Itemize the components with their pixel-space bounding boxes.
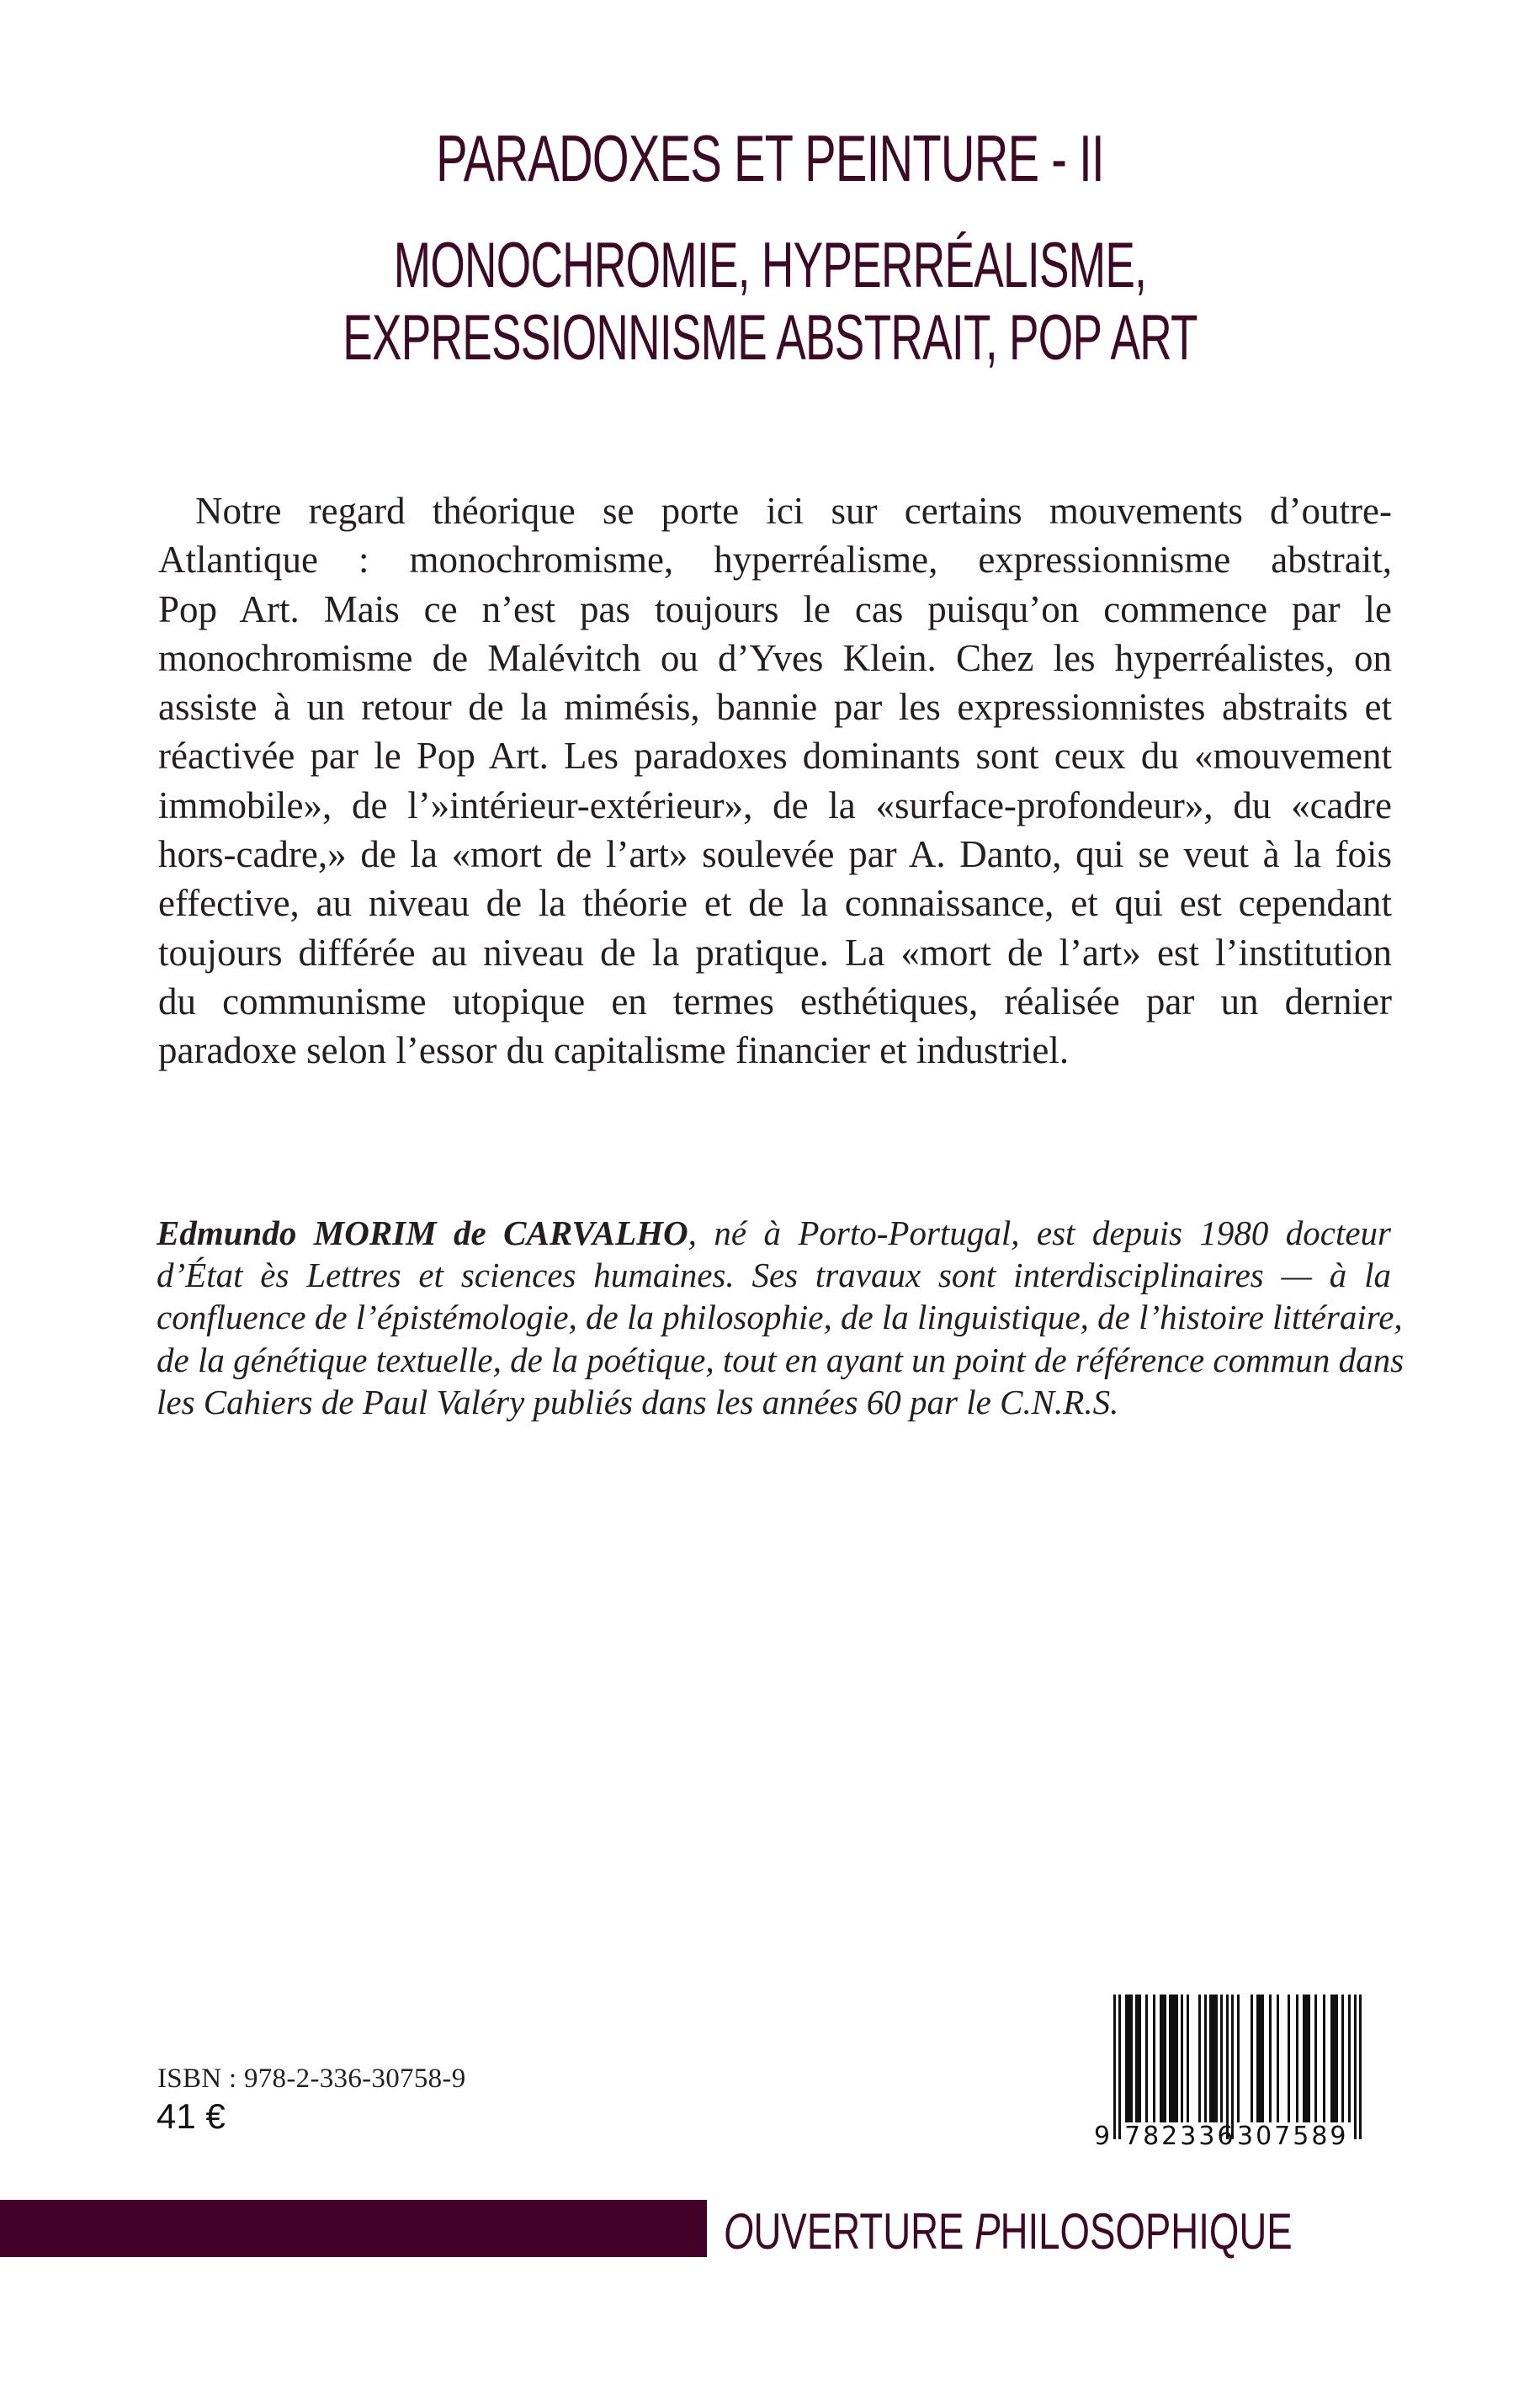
summary-line: immobile», de l’»intérieur-extérieur», de la «surface-profondeur», du «cadre <box>158 783 1392 826</box>
summary-line: paradoxe selon l’essor du capitalisme financier et industriel. <box>158 1029 1070 1072</box>
book-title: PARADOXES ET PEINTURE - II <box>436 121 1104 195</box>
isbn-text: ISBN : 978-2-336-30758-9 <box>157 2064 466 2094</box>
summary-line: Pop Art. Mais ce n’est pas toujours le cas puisqu’on commence par le <box>158 587 1392 630</box>
bio-line-rest: , né à Porto-Portugal, est depuis 1980 docteur <box>688 1214 1392 1252</box>
series-word2-rest: HILOSOPHIQUE <box>1000 2203 1293 2260</box>
summary-line: réactivée par le Pop Art. Les paradoxes dominants sont ceux du «mouvement <box>158 735 1392 778</box>
author-bio <box>157 1212 1405 1423</box>
summary-line: effective, au niveau de la théorie et de la connaissance, et qui est cependant <box>158 882 1392 925</box>
footer-accent-bar <box>0 2200 707 2257</box>
bio-line <box>157 1212 1391 1254</box>
series-name <box>724 2205 1299 2259</box>
bio-line: de la génétique textuelle, de la poétique, tout en ayant un point de référence commun dans <box>157 1340 1405 1379</box>
bio-line: confluence de l’épistémologie, de la philosophie, de la linguistique, de l’histoire littéraire, <box>157 1298 1403 1337</box>
summary-line: toujours différée au niveau de la pratique. La «mort de l’art» est l’institution <box>158 931 1392 974</box>
author-name: Edmundo MORIM de CARVALHO <box>157 1214 688 1252</box>
barcode-digits-right: 307589 <box>1237 2122 1349 2151</box>
summary-line: du communisme utopique en termes esthétiques, réalisée par un dernier <box>158 980 1392 1023</box>
summary-line: monochromisme de Malévitch ou d’Yves Klein. Chez les hyperréalistes, on <box>158 636 1392 679</box>
series-word1-rest: UVERTURE <box>753 2203 975 2260</box>
summary-line: hors-cadre,» de la «mort de l’art» soulevée par A. Danto, qui se veut à la fois <box>158 833 1392 876</box>
bio-line: d’État ès Lettres et sciences humaines. Ses travaux sont interdisciplinaires — à la <box>157 1256 1391 1295</box>
book-summary <box>158 486 1392 1076</box>
price-text: 41 € <box>157 2096 226 2136</box>
summary-line: Notre regard théorique se porte ici sur certains mouvements d’outre- <box>195 490 1392 532</box>
book-subtitle-line-2: EXPRESSIONNISME ABSTRAIT, POP ART <box>343 302 1197 374</box>
series-initial-p: P <box>974 2203 1001 2260</box>
series-initial-o: O <box>724 2203 754 2260</box>
barcode-digits-left: 782336 <box>1124 2122 1236 2151</box>
barcode-digit-first: 9 <box>1094 2122 1111 2151</box>
bio-line: les Cahiers de Paul Valéry publiés dans les années 60 par le C.N.R.S. <box>157 1382 1119 1421</box>
barcode-icon <box>1094 1995 1405 2154</box>
summary-line: Atlantique : monochromisme, hyperréalisme, expressionnisme abstrait, <box>158 539 1392 582</box>
book-subtitle-line-1: MONOCHROMIE, HYPERRÉALISME, <box>393 230 1147 301</box>
summary-line: assiste à un retour de la mimésis, bannie par les expressionnistes abstraits et <box>158 686 1392 729</box>
